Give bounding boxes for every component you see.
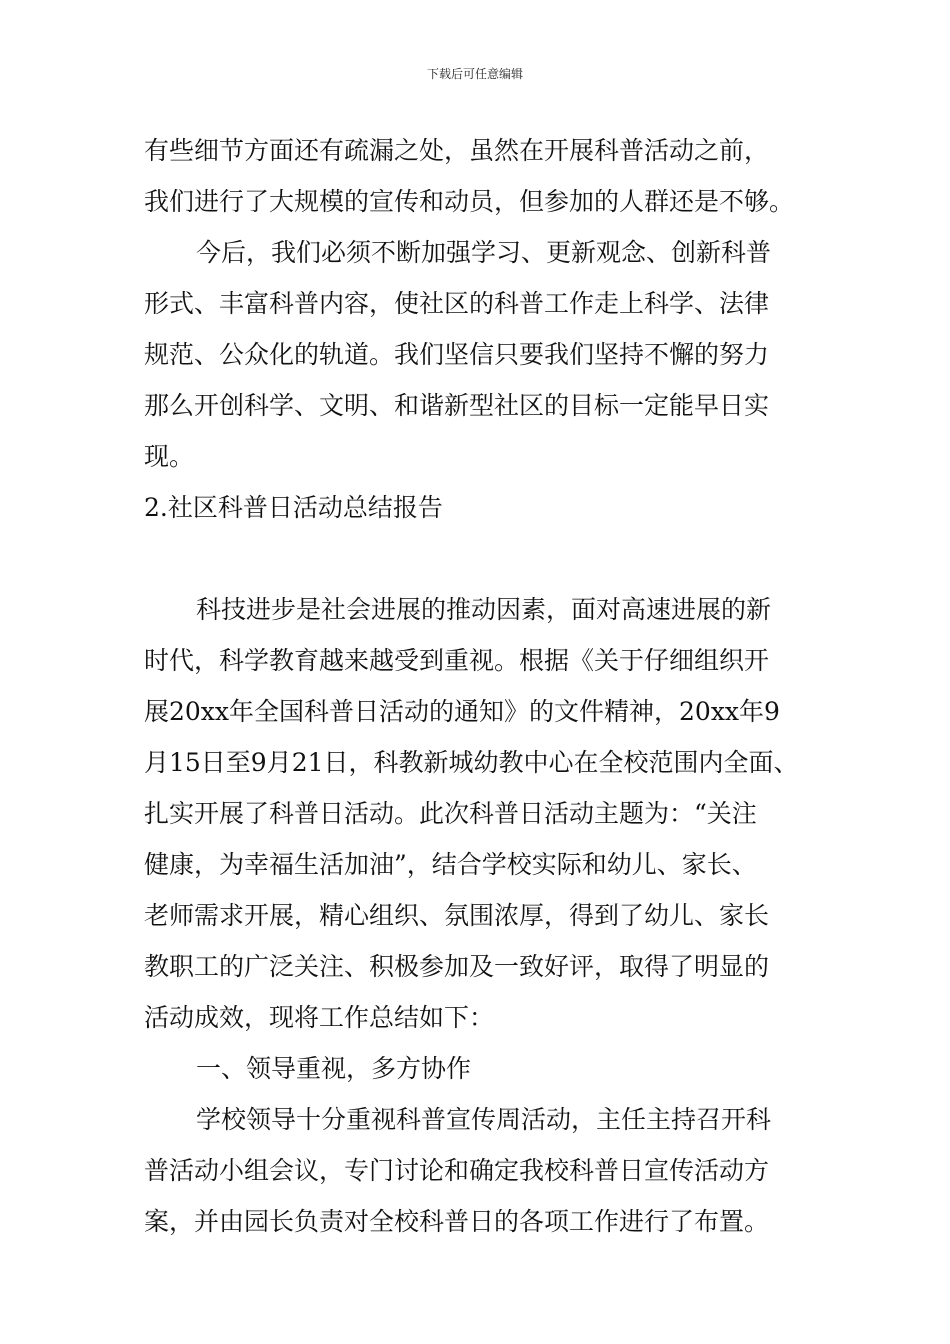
text-line: 现。 <box>144 442 195 471</box>
text-line: 规范、公众化的轨道。我们坚信只要我们坚持不懈的努力 <box>144 340 770 369</box>
text-line: 案，并由园长负责对全校科普日的各项工作进行了布置。 <box>144 1207 770 1236</box>
text-line: 扎实开展了科普日活动。此次科普日活动主题为：“关注 <box>144 799 757 828</box>
text-line: 展20xx年全国科普日活动的通知》的文件精神，20xx年9 <box>144 697 780 726</box>
paragraph-start-line: 学校领导十分重视科普宣传周活动，主任主持召开科 <box>196 1105 772 1134</box>
subsection-heading: 一、领导重视，多方协作 <box>196 1054 472 1083</box>
text-line: 我们进行了大规模的宣传和动员，但参加的人群还是不够。 <box>144 187 795 216</box>
text-line: 那么开创科学、文明、和谐新型社区的目标一定能早日实 <box>144 391 770 420</box>
text-line: 老师需求开展，精心组织、氛围浓厚，得到了幼儿、家长 <box>144 901 770 930</box>
text-line: 有些细节方面还有疏漏之处，虽然在开展科普活动之前， <box>144 136 770 165</box>
blank-line <box>144 533 814 584</box>
text-line: 普活动小组会议，专门讨论和确定我校科普日宣传活动方 <box>144 1156 770 1185</box>
page-header: 下载后可任意编辑 <box>426 67 523 81</box>
text-line: 月15日至9月21日，科教新城幼教中心在全校范围内全面、 <box>144 748 799 777</box>
text-line: 形式、丰富科普内容，使社区的科普工作走上科学、法律 <box>144 289 770 318</box>
text-line: 健康，为幸福生活加油”，结合学校实际和幼儿、家长、 <box>144 850 757 879</box>
section-heading: 2.社区科普日活动总结报告 <box>144 493 443 522</box>
text-line: 活动成效，现将工作总结如下： <box>144 1003 495 1032</box>
document-body <box>144 125 814 1247</box>
text-line: 教职工的广泛关注、积极参加及一致好评，取得了明显的 <box>144 952 770 981</box>
paragraph-start-line: 今后，我们必须不断加强学习、更新观念、创新科普 <box>196 238 772 267</box>
paragraph-start-line: 科技进步是社会进展的推动因素，面对高速进展的新 <box>196 595 772 624</box>
text-line: 时代，科学教育越来越受到重视。根据《关于仔细组织开 <box>144 646 770 675</box>
